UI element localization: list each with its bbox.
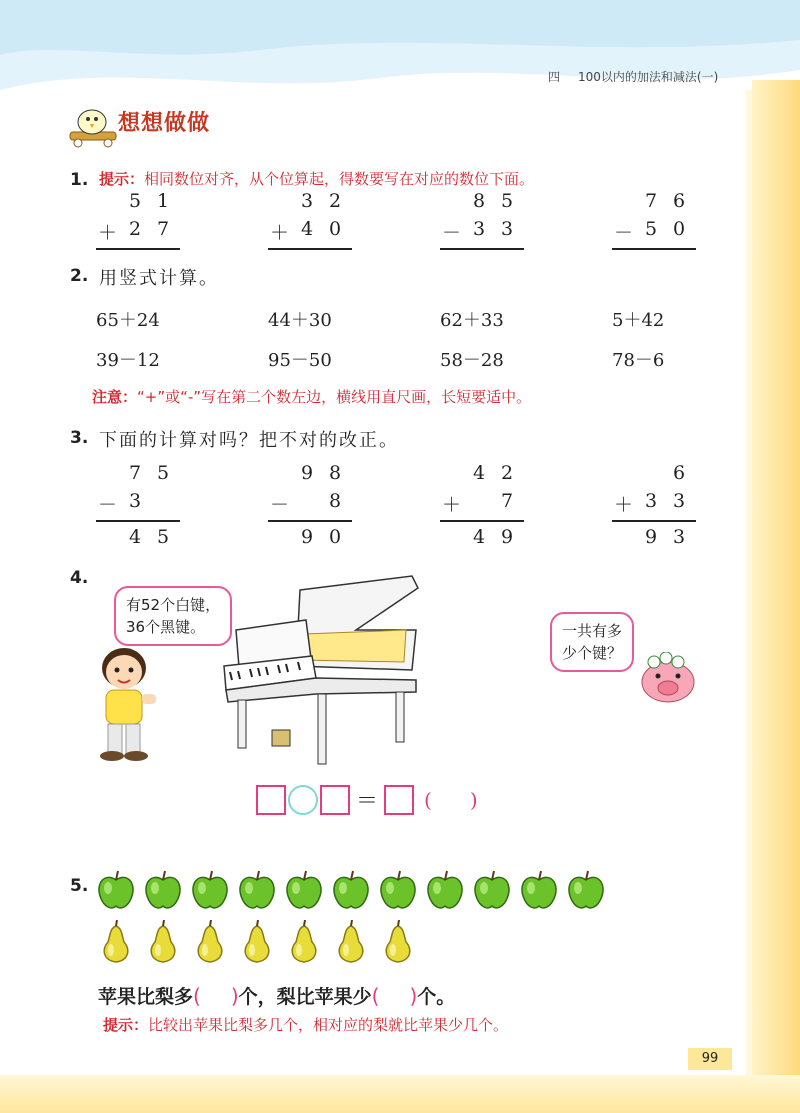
bottom-ones-digit: 3: [672, 490, 686, 512]
question-5-sentence: [98, 982, 455, 1009]
apple-icon: [378, 868, 418, 912]
top-ones-digit: 2: [328, 190, 342, 212]
result-tens-digit: 9: [300, 526, 314, 548]
expression: 62＋33: [440, 310, 504, 331]
answer-line: [612, 248, 696, 250]
apple-icon: [425, 868, 465, 912]
top-ones-digit: 6: [672, 190, 686, 212]
vertical-problem: [268, 462, 358, 552]
top-tens-digit: 5: [128, 190, 142, 212]
question-3-text: 下面的计算对吗？把不对的改正。: [99, 430, 399, 451]
bottom-ones-digit: 8: [328, 490, 342, 512]
top-tens-digit: 7: [644, 190, 658, 212]
operator-sign: －: [98, 494, 118, 516]
operator-sign: ＋: [98, 222, 118, 244]
blank-2-open: (: [371, 984, 380, 1008]
result-ones-digit: 0: [328, 526, 342, 548]
vertical-problem: [440, 190, 530, 250]
vertical-problem: [612, 462, 702, 552]
top-tens-digit: 9: [300, 462, 314, 484]
page-number: 99: [688, 1048, 732, 1070]
piano-illustration: [216, 570, 430, 770]
top-tens-digit: 4: [472, 462, 486, 484]
question-2-note: [92, 386, 531, 407]
question-2-number: 2.: [70, 266, 89, 286]
equals-sign: ＝: [356, 789, 379, 814]
apple-icon: [284, 868, 324, 912]
pear-row: [96, 920, 418, 964]
expression: 5＋42: [612, 310, 665, 331]
pear-icon: [190, 920, 230, 964]
operator-sign: －: [614, 222, 634, 244]
top-tens-digit: 3: [300, 190, 314, 212]
note-text: “+”或“-”写在第二个数左边，横线用直尺画，长短要适中。: [137, 388, 532, 406]
unit-paren-close: ): [469, 787, 478, 812]
top-tens-digit: 8: [472, 190, 486, 212]
bottom-tens-digit: 2: [128, 218, 142, 240]
page-edge-highlight: [746, 90, 752, 1113]
bottom-ones-digit: 0: [328, 218, 342, 240]
chapter-header: [548, 68, 718, 85]
apple-icon: [190, 868, 230, 912]
bottom-ones-digit: 7: [500, 490, 514, 512]
apple-icon: [331, 868, 371, 912]
sentence-part-3: 个。: [417, 986, 456, 1008]
operator-sign: －: [442, 222, 462, 244]
pear-icon: [284, 920, 324, 964]
expression: 65＋24: [96, 310, 160, 331]
boy-speech-bubble: [114, 586, 232, 646]
result-tens-digit: 4: [472, 526, 486, 548]
result-ones-digit: 5: [156, 526, 170, 548]
question-5-number: 5.: [70, 876, 89, 896]
boy-line-2: 36个黑键。: [126, 618, 206, 636]
sentence-part-1: 苹果比梨多: [98, 986, 194, 1008]
vertical-problem: [612, 190, 702, 250]
question-1-number: 1.: [70, 170, 89, 190]
question-3-number: 3.: [70, 428, 89, 448]
hint-label: 提示：: [103, 1016, 149, 1034]
apple-icon: [472, 868, 512, 912]
section-title: 想想做做: [118, 111, 211, 136]
vertical-problem: [268, 190, 358, 250]
blank-1-close: ): [230, 984, 239, 1008]
question-1-hint: [99, 168, 534, 189]
pear-icon: [237, 920, 277, 964]
operator-sign: －: [270, 494, 290, 516]
vertical-problem: [96, 462, 186, 552]
apple-icon: [237, 868, 277, 912]
boy-illustration: [90, 640, 162, 764]
pig-illustration: [636, 652, 700, 706]
result-tens-digit: 4: [128, 526, 142, 548]
note-label: 注意：: [92, 388, 138, 406]
top-ones-digit: 5: [156, 462, 170, 484]
question-2-text: 用竖式计算。: [99, 268, 219, 289]
hint-text: 相同数位对齐，从个位算起，得数要写在对应的数位下面。: [144, 170, 535, 188]
blank-2-close: ): [409, 984, 418, 1008]
result-ones-digit: 3: [672, 526, 686, 548]
answer-line: [268, 520, 352, 522]
equation-template: [256, 784, 478, 815]
pig-line-1: 一共有多: [562, 622, 623, 640]
apple-icon: [566, 868, 606, 912]
expression: 39－12: [96, 350, 160, 371]
bottom-ones-digit: 3: [500, 218, 514, 240]
chapter-number: 四: [548, 70, 561, 84]
answer-line: [440, 520, 524, 522]
answer-line: [268, 248, 352, 250]
expression: 44＋30: [268, 310, 332, 331]
pear-icon: [96, 920, 136, 964]
operator-sign: ＋: [442, 494, 462, 516]
bottom-ones-digit: 0: [672, 218, 686, 240]
top-tens-digit: 7: [128, 462, 142, 484]
pig-line-2: 少个键？: [562, 644, 623, 662]
answer-box-2[interactable]: [320, 785, 350, 815]
vertical-problem: [96, 190, 186, 250]
bottom-ones-digit: 7: [156, 218, 170, 240]
question-4-number: 4.: [70, 568, 89, 588]
bottom-tens-digit: 3: [472, 218, 486, 240]
answer-line: [96, 248, 180, 250]
sentence-part-2: 个，梨比苹果少: [238, 986, 372, 1008]
result-tens-digit: 9: [644, 526, 658, 548]
bottom-tens-digit: 3: [128, 490, 142, 512]
header-wave-background: [0, 0, 800, 120]
pear-icon: [378, 920, 418, 964]
answer-box-result[interactable]: [384, 785, 414, 815]
operator-circle[interactable]: [288, 785, 318, 815]
answer-line: [440, 248, 524, 250]
hint-text: 比较出苹果比梨多几个，相对应的梨就比苹果少几个。: [148, 1016, 509, 1034]
footer-strip: [0, 1075, 800, 1113]
hint-label: 提示：: [99, 170, 145, 188]
expression: 78－6: [612, 350, 665, 371]
top-ones-digit: 5: [500, 190, 514, 212]
pear-icon: [143, 920, 183, 964]
top-ones-digit: 1: [156, 190, 170, 212]
top-ones-digit: 8: [328, 462, 342, 484]
answer-line: [612, 520, 696, 522]
answer-line: [96, 520, 180, 522]
operator-sign: ＋: [614, 494, 634, 516]
page-edge-decoration: [752, 80, 800, 1113]
chapter-topic: 100以内的加法和减法(一): [578, 70, 719, 84]
expression: 95－50: [268, 350, 332, 371]
pig-speech-bubble: [550, 612, 634, 672]
expression: 58－28: [440, 350, 504, 371]
top-ones-digit: 6: [672, 462, 686, 484]
apple-icon: [519, 868, 559, 912]
result-ones-digit: 9: [500, 526, 514, 548]
answer-box-1[interactable]: [256, 785, 286, 815]
bottom-tens-digit: 5: [644, 218, 658, 240]
apple-icon: [143, 868, 183, 912]
chick-icon: [66, 106, 120, 148]
blank-1-open: (: [193, 984, 201, 1008]
pear-icon: [331, 920, 371, 964]
top-ones-digit: 2: [500, 462, 514, 484]
boy-line-1: 有52个白键，: [126, 596, 221, 614]
unit-paren-open: (: [424, 787, 432, 812]
bottom-tens-digit: 4: [300, 218, 314, 240]
question-5-hint: [103, 1014, 508, 1035]
apple-row: [96, 868, 606, 912]
operator-sign: ＋: [270, 222, 290, 244]
apple-icon: [96, 868, 136, 912]
bottom-tens-digit: 3: [644, 490, 658, 512]
vertical-problem: [440, 462, 530, 552]
